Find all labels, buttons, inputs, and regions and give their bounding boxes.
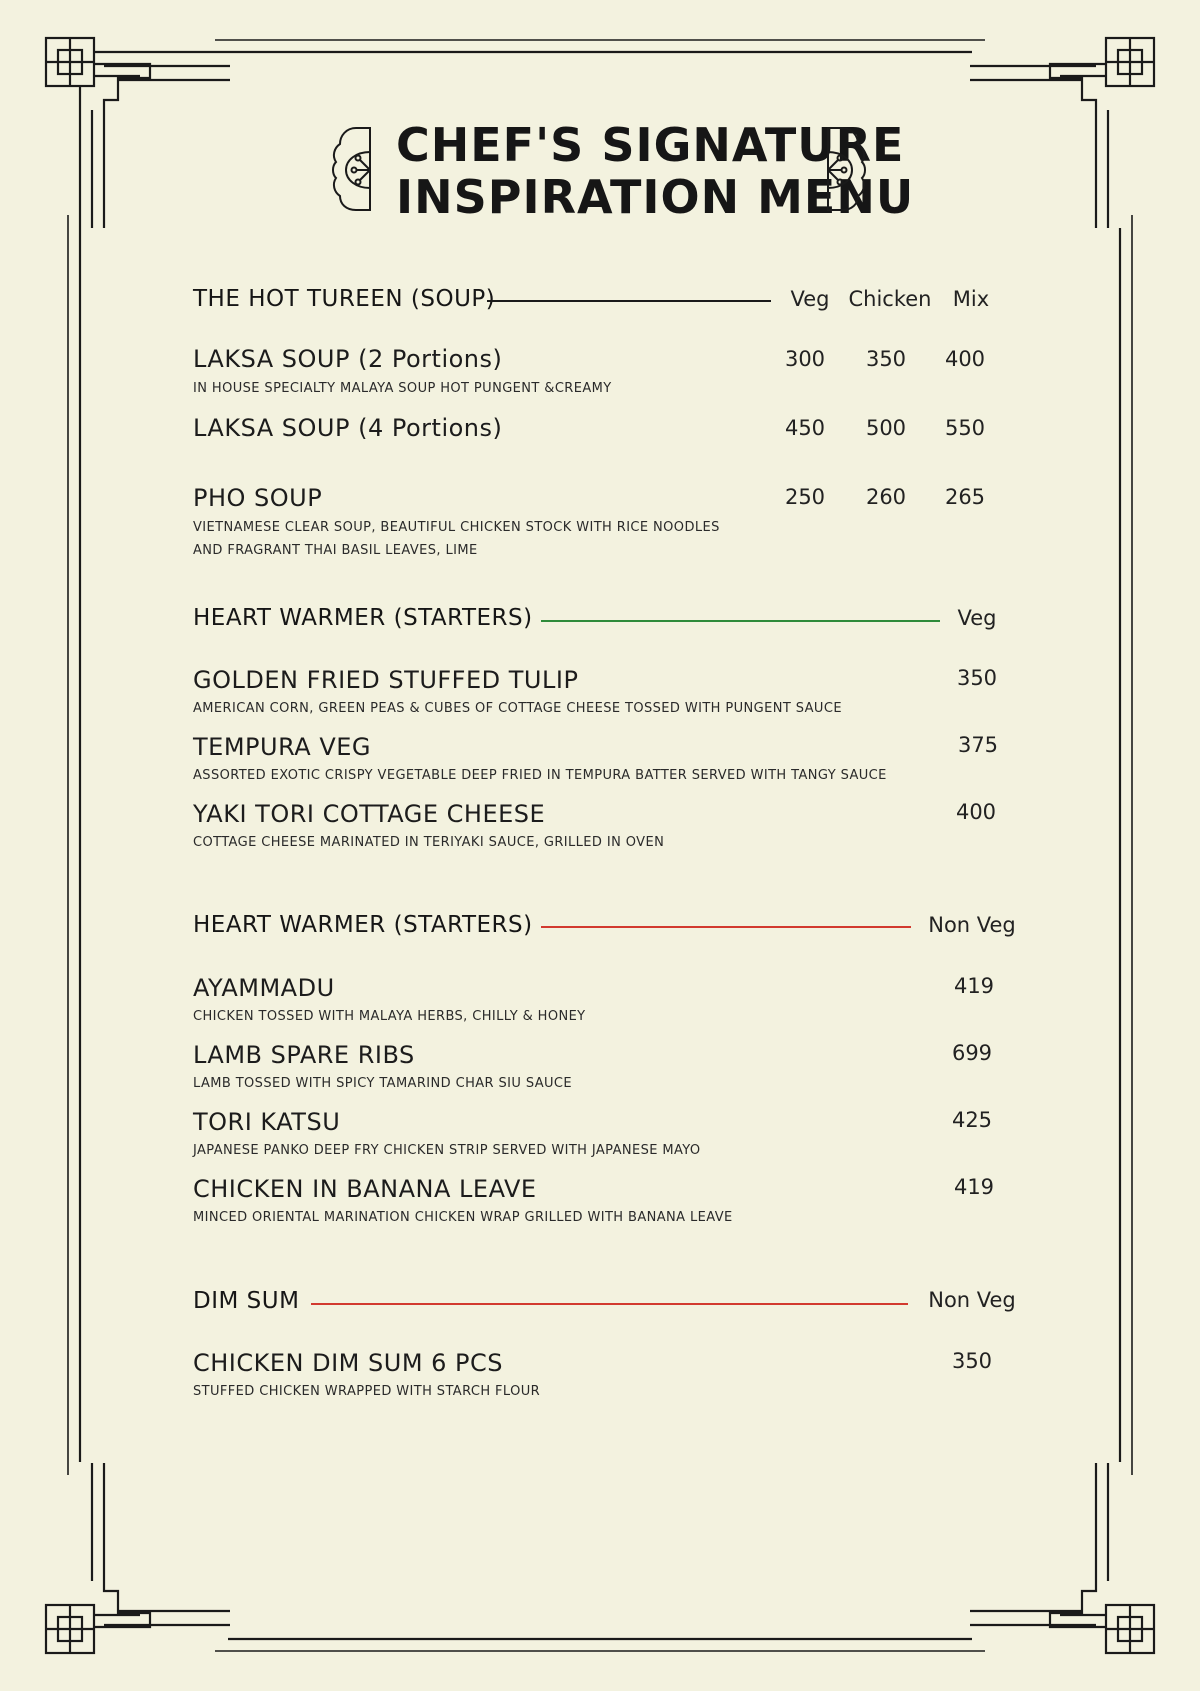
menu-title-line-1: CHEF'S SIGNATURE xyxy=(396,118,905,172)
section-divider-veg xyxy=(541,620,940,622)
column-header-veg: Veg xyxy=(957,606,997,630)
section-title: HEART WARMER (STARTERS) xyxy=(193,605,533,631)
corner-ornament-top-left xyxy=(46,38,230,228)
item-name: TORI KATSU xyxy=(193,1108,341,1136)
section-title: HEART WARMER (STARTERS) xyxy=(193,912,533,938)
section-title: THE HOT TUREEN (SOUP) xyxy=(193,286,496,312)
price-veg: 300 xyxy=(784,347,826,371)
item-name: LAMB SPARE RIBS xyxy=(193,1041,415,1069)
price-nonveg: 419 xyxy=(953,974,995,998)
item-description: IN HOUSE SPECIALTY MALAYA SOUP HOT PUNGENT &CREAMY xyxy=(193,381,612,396)
section-divider xyxy=(487,300,771,302)
item-name: YAKI TORI COTTAGE CHEESE xyxy=(193,800,546,828)
price-chicken: 260 xyxy=(865,485,907,509)
price-nonveg: 699 xyxy=(951,1041,993,1065)
item-description: JAPANESE PANKO DEEP FRY CHICKEN STRIP SERVED WITH JAPANESE MAYO xyxy=(193,1143,701,1158)
left-title-ornament-icon xyxy=(330,124,374,214)
item-description: COTTAGE CHEESE MARINATED IN TERIYAKI SAUCE, GRILLED IN OVEN xyxy=(193,835,665,850)
item-description: MINCED ORIENTAL MARINATION CHICKEN WRAP GRILLED WITH BANANA LEAVE xyxy=(193,1210,733,1225)
item-name: AYAMMADU xyxy=(193,974,335,1002)
price-veg: 375 xyxy=(957,733,999,757)
price-mix: 265 xyxy=(944,485,986,509)
corner-ornament-top-right xyxy=(970,38,1154,228)
price-mix: 550 xyxy=(944,416,986,440)
column-header-mix: Mix xyxy=(952,287,990,311)
price-chicken: 500 xyxy=(865,416,907,440)
item-name: CHICKEN DIM SUM 6 PCS xyxy=(193,1349,504,1377)
price-nonveg: 419 xyxy=(953,1175,995,1199)
item-description: ASSORTED EXOTIC CRISPY VEGETABLE DEEP FRIED IN TEMPURA BATTER SERVED WITH TANGY SAUCE xyxy=(193,768,887,783)
item-name: TEMPURA VEG xyxy=(193,733,371,761)
column-header-nonveg: Non Veg xyxy=(928,913,1016,937)
column-header-veg: Veg xyxy=(790,287,830,311)
menu-title-line-2: INSPIRATION MENU xyxy=(396,170,915,224)
price-veg: 450 xyxy=(784,416,826,440)
item-name: GOLDEN FRIED STUFFED TULIP xyxy=(193,666,579,694)
corner-ornament-bottom-left xyxy=(46,1463,230,1653)
price-veg: 350 xyxy=(956,666,998,690)
price-nonveg: 425 xyxy=(951,1108,993,1132)
item-description: AND FRAGRANT THAI BASIL LEAVES, LIME xyxy=(193,543,478,558)
item-name: PHO SOUP xyxy=(193,484,323,512)
corner-ornament-bottom-right xyxy=(970,1463,1154,1653)
column-header-nonveg: Non Veg xyxy=(928,1288,1016,1312)
price-veg: 250 xyxy=(784,485,826,509)
item-description: STUFFED CHICKEN WRAPPED WITH STARCH FLOUR xyxy=(193,1384,541,1399)
item-name: LAKSA SOUP (2 Portions) xyxy=(193,345,503,373)
item-description: AMERICAN CORN, GREEN PEAS & CUBES OF COTTAGE CHEESE TOSSED WITH PUNGENT SAUCE xyxy=(193,701,842,716)
column-header-chicken: Chicken xyxy=(848,287,932,311)
price-chicken: 350 xyxy=(865,347,907,371)
item-description: VIETNAMESE CLEAR SOUP, BEAUTIFUL CHICKEN STOCK WITH RICE NOODLES xyxy=(193,520,720,535)
section-divider-nonveg xyxy=(541,926,911,928)
section-divider-nonveg xyxy=(311,1303,908,1305)
price-mix: 400 xyxy=(944,347,986,371)
item-name: CHICKEN IN BANANA LEAVE xyxy=(193,1175,537,1203)
item-description: CHICKEN TOSSED WITH MALAYA HERBS, CHILLY & HONEY xyxy=(193,1009,586,1024)
item-name: LAKSA SOUP (4 Portions) xyxy=(193,414,503,442)
menu-header xyxy=(330,116,915,226)
item-description: LAMB TOSSED WITH SPICY TAMARIND CHAR SIU SAUCE xyxy=(193,1076,573,1091)
price-veg: 400 xyxy=(955,800,997,824)
section-title: DIM SUM xyxy=(193,1288,300,1314)
right-title-ornament-icon xyxy=(824,124,868,214)
price-nonveg: 350 xyxy=(951,1349,993,1373)
